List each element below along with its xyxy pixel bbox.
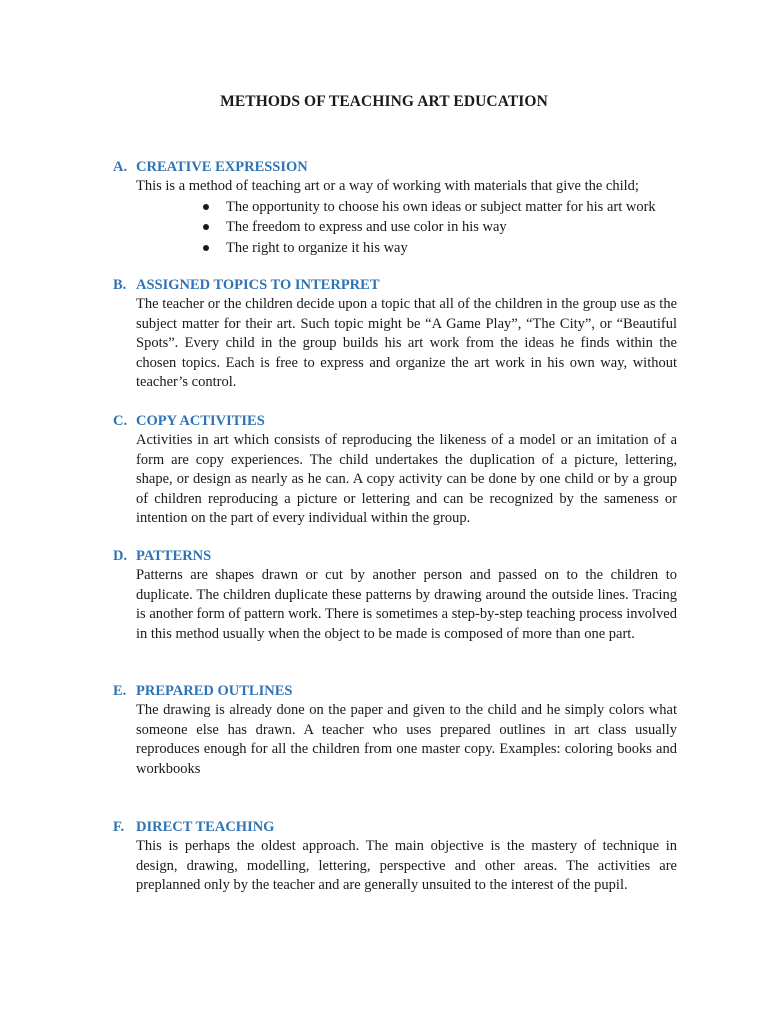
section-heading xyxy=(0,681,768,701)
list-item xyxy=(0,217,768,238)
section-paragraph: Activities in art which consists of reproducing the likeness of a model or an imitation of a form are copy experiences. The child undertakes the duplication of a picture, lettering, shape, or design as nearly as he can. A copy activity can be done by one child or by a group of children reproducing a picture or lettering and can be recognized by the sameness or intention on the part of every individual within the group. xyxy=(136,432,677,526)
section-paragraph: The teacher or the children decide upon a topic that all of the children in the group use as the subject matter for their art. Such topic might be “A Game Play”, “The City”, or “Beautiful Spots”. Every child in the group builds his art work from the ideas he finds within the chosen topics. Each is free to express and organize the art work in his own way, without teacher’s control. xyxy=(136,296,677,390)
section-letter: B. xyxy=(113,277,127,293)
section-direct-teaching xyxy=(0,817,768,896)
document-title: METHODS OF TEACHING ART EDUCATION xyxy=(220,93,548,110)
section-title: ASSIGNED TOPICS TO INTERPRET xyxy=(136,277,380,293)
section-heading xyxy=(0,546,768,566)
list-item xyxy=(0,238,768,259)
section-patterns xyxy=(0,546,768,644)
section-paragraph: The drawing is already done on the paper and given to the child and he simply colors what someone else has drawn. A teacher who uses prepared outlines in art class usually reproduces enough for all the children from one master copy. Examples: coloring books and workbooks xyxy=(136,702,677,777)
section-paragraph: This is a method of teaching art or a way of working with materials that give the child; xyxy=(136,178,639,194)
section-title: PATTERNS xyxy=(136,548,212,564)
list-item xyxy=(0,197,768,218)
section-letter: F. xyxy=(113,819,125,835)
section-creative-expression xyxy=(0,157,768,258)
section-assigned-topics xyxy=(0,275,768,393)
section-letter: D. xyxy=(113,548,128,564)
section-letter: E. xyxy=(113,683,127,699)
section-prepared-outlines xyxy=(0,681,768,779)
section-paragraph: This is perhaps the oldest approach. The main objective is the mastery of technique in design, drawing, modelling, lettering, perspective and other areas. The activities are preplanned only by the teacher and are generally unsuited to the interest of the pupil. xyxy=(136,838,677,893)
section-title: DIRECT TEACHING xyxy=(136,819,275,835)
bullet-text: The right to organize it his way xyxy=(226,239,408,256)
section-title: PREPARED OUTLINES xyxy=(136,683,293,699)
bullet-icon xyxy=(203,224,209,230)
section-heading xyxy=(0,275,768,295)
section-letter: A. xyxy=(113,159,128,175)
section-paragraph: Patterns are shapes drawn or cut by another person and passed on to the children to duplicate. The children duplicate these patterns by drawing around the outside lines. Tracing is another form of pattern work. There is sometimes a step-by-step teaching process involved in this method usually when the object to be made is composed of more than one part. xyxy=(136,567,677,642)
bullet-icon xyxy=(203,204,209,210)
bullet-text: The freedom to express and use color in his way xyxy=(226,219,507,235)
bullet-text: The opportunity to choose his own ideas or subject matter for his art work xyxy=(226,198,656,215)
section-title: COPY ACTIVITIES xyxy=(136,413,265,429)
section-letter: C. xyxy=(113,413,128,429)
bullet-list xyxy=(0,197,768,259)
section-heading xyxy=(0,411,768,431)
section-title: CREATIVE EXPRESSION xyxy=(136,159,308,175)
bullet-icon xyxy=(203,245,209,251)
section-heading xyxy=(0,157,768,177)
section-heading xyxy=(0,817,768,837)
section-copy-activities xyxy=(0,411,768,529)
